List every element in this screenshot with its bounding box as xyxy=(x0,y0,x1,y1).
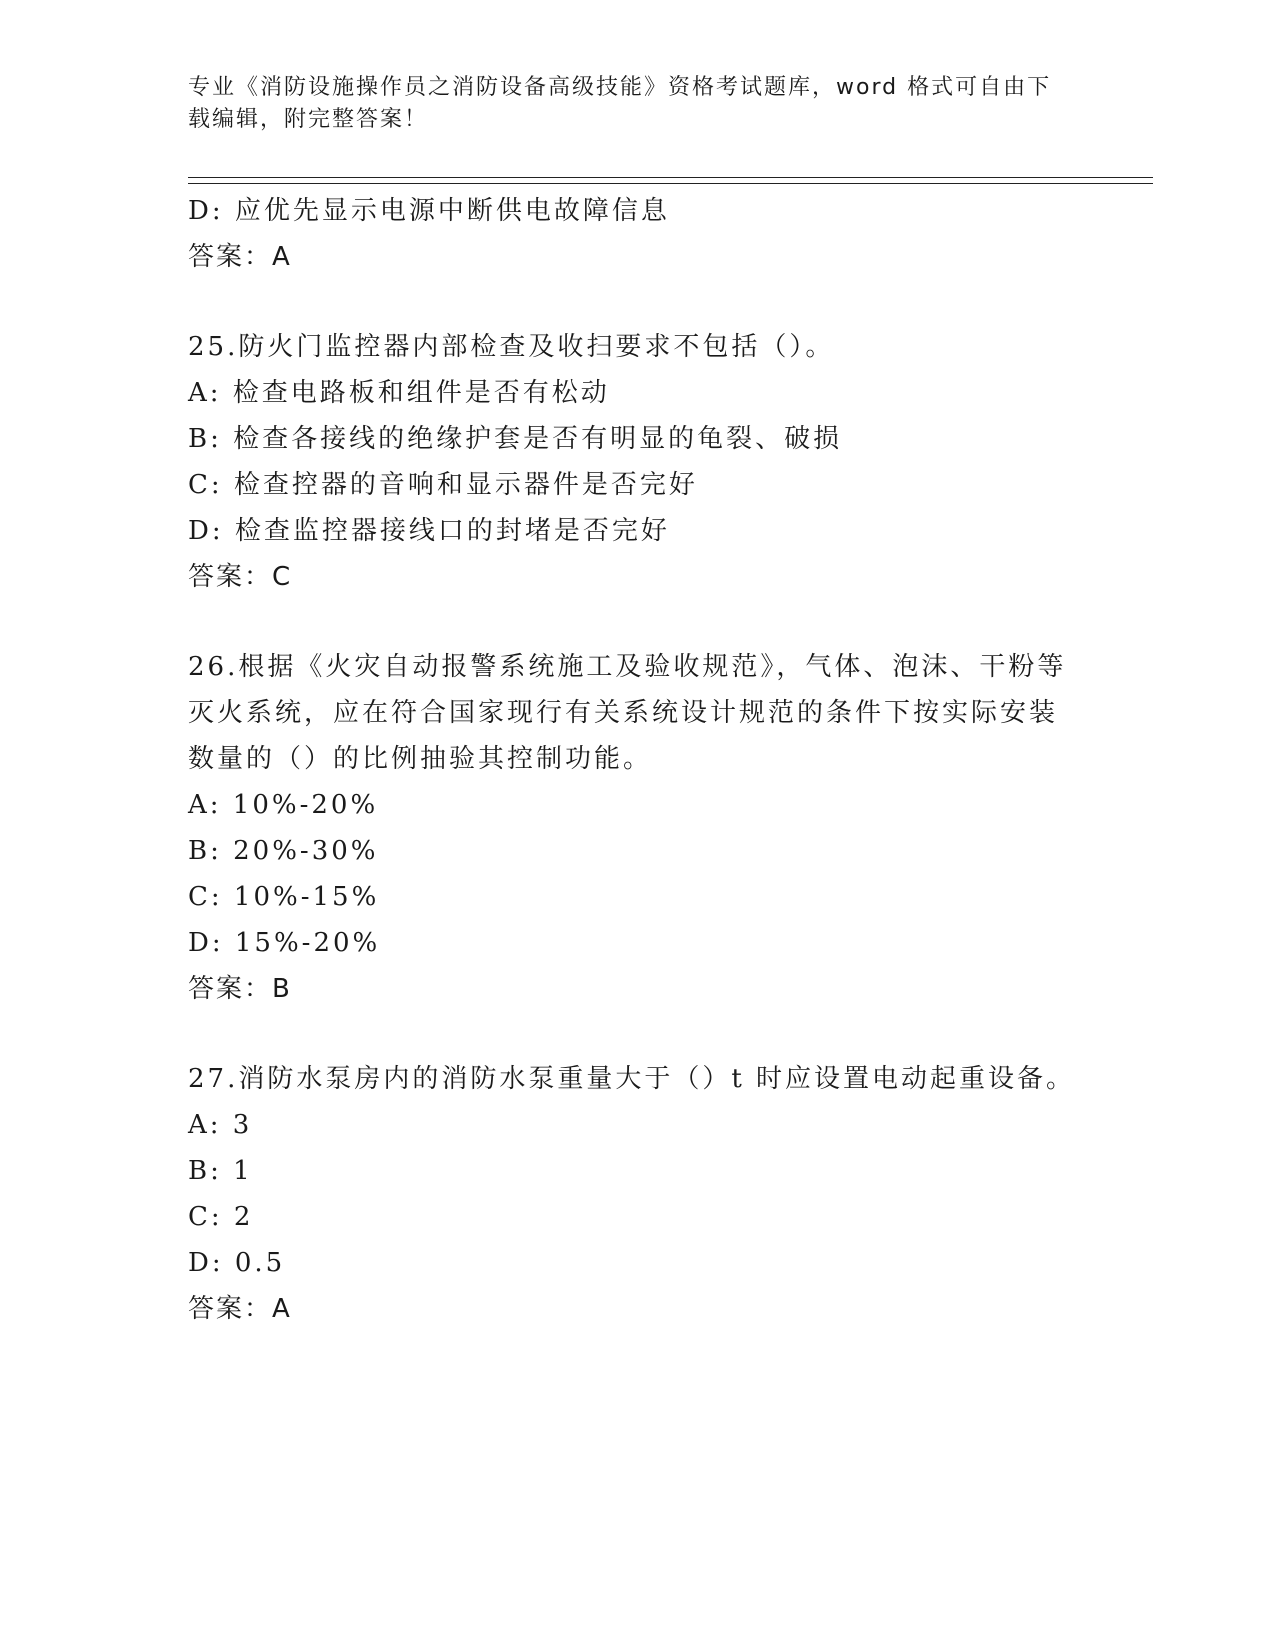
option-c: C: 2 xyxy=(188,1202,254,1232)
question-stem: 25.防火门监控器内部检查及收扫要求不包括（）。 xyxy=(188,332,835,362)
header-divider-top xyxy=(188,177,1153,178)
option-b: B: 20%-30% xyxy=(188,836,379,866)
answer: 答案：C xyxy=(188,562,293,592)
option-a: A: 10%-20% xyxy=(188,790,379,820)
spacer xyxy=(188,280,1088,324)
prev-option-d: D: 应优先显示电源中断供电故障信息 xyxy=(188,196,670,226)
header-divider-bottom xyxy=(188,183,1153,184)
option-a: A: 3 xyxy=(188,1110,253,1140)
spacer xyxy=(188,600,1088,644)
option-c: C: 检查控器的音响和显示器件是否完好 xyxy=(188,470,698,500)
option-d: D: 0.5 xyxy=(188,1248,286,1278)
prev-answer: 答案：A xyxy=(188,242,292,272)
spacer xyxy=(188,1012,1088,1056)
option-d: D: 15%-20% xyxy=(188,928,381,958)
option-c: C: 10%-15% xyxy=(188,882,380,912)
option-d: D: 检查监控器接线口的封堵是否完好 xyxy=(188,516,670,546)
question-stem-line-1: 26.根据《火灾自动报警系统施工及验收规范》，气体、泡沫、干粉等 xyxy=(188,652,1067,682)
question-25 xyxy=(188,324,1088,600)
question-stem-line-3: 数量的（）的比例抽验其控制功能。 xyxy=(188,744,653,774)
option-b: B: 检查各接线的绝缘护套是否有明显的龟裂、破损 xyxy=(188,424,843,454)
question-list xyxy=(188,188,1088,1332)
header-line-2: 载编辑，附完整答案！ xyxy=(188,107,429,132)
question-27 xyxy=(188,1056,1088,1332)
answer: 答案：A xyxy=(188,1294,292,1324)
option-b: B: 1 xyxy=(188,1156,253,1186)
document-header xyxy=(188,72,1068,136)
header-line-1: 专业《消防设施操作员之消防设备高级技能》资格考试题库，word 格式可自由下 xyxy=(188,75,1052,100)
question-stem-line-2: 灭火系统，应在符合国家现行有关系统设计规范的条件下按实际安装 xyxy=(188,698,1059,728)
answer: 答案：B xyxy=(188,974,292,1004)
question-stem: 27.消防水泵房内的消防水泵重量大于（）t 时应设置电动起重设备。 xyxy=(188,1064,1076,1094)
option-a: A: 检查电路板和组件是否有松动 xyxy=(188,378,610,408)
question-26 xyxy=(188,644,1088,1012)
